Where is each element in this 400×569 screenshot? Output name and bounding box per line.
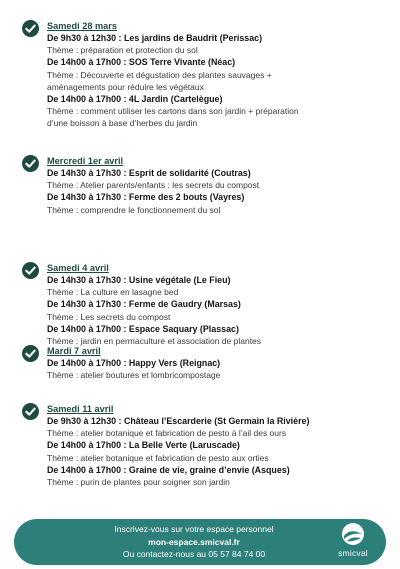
day-section bbox=[22, 155, 382, 216]
day-title: Samedi 4 avril bbox=[47, 263, 109, 273]
registration-link[interactable]: mon-espace.smicval.fr bbox=[148, 536, 240, 547]
smicval-logo-icon bbox=[342, 523, 364, 545]
event-title: De 14h00 à 17h00 : Espace Saquary (Plassac) bbox=[47, 323, 239, 334]
event-theme: Thème : comprendre le fonctionnement du sol bbox=[47, 204, 221, 215]
smicval-logo bbox=[330, 523, 376, 563]
event-theme: Thème : La culture en lasagne bed bbox=[47, 287, 179, 298]
day-section bbox=[22, 262, 382, 347]
check-circle-icon bbox=[22, 403, 39, 420]
event-title: De 9h30 à 12h30 : Château l’Escarderie (St Germain la Rivière) bbox=[47, 416, 310, 426]
day-title: Mardi 7 avril bbox=[47, 346, 101, 356]
registration-line: Inscrivez-vous sur votre espace personnel bbox=[114, 524, 274, 534]
event-theme: Thème : comment utiliser les cartons dans son jardin + préparation bbox=[47, 106, 299, 117]
day-section bbox=[22, 345, 382, 381]
event-theme: aménagements pour réduire les végétaux bbox=[47, 81, 204, 92]
check-circle-icon bbox=[22, 262, 39, 279]
event-title: De 14h30 à 17h30 : Usine végétale (Le Fieu) bbox=[47, 275, 231, 285]
event-theme: Thème : jardin en permaculture et association de plantes bbox=[47, 336, 262, 347]
event-title: De 14h00 à 17h00 : La Belle Verte (Laruscade) bbox=[47, 440, 240, 451]
day-title: Samedi 28 mars bbox=[47, 21, 117, 31]
event-theme: Thème : atelier boutures et lombricompostage bbox=[47, 370, 221, 381]
check-circle-icon bbox=[22, 345, 39, 362]
event-title: De 14h30 à 17h30 : Ferme des 2 bouts (Vayres) bbox=[47, 192, 245, 203]
event-title: De 14h30 à 17h30 : Ferme de Gaudry (Marsas) bbox=[47, 299, 241, 310]
event-title: De 9h30 à 12h30 : Les jardins de Baudrit (Perissac) bbox=[47, 33, 263, 43]
event-title: De 14h00 à 17h00 : Happy Vers (Reignac) bbox=[47, 358, 221, 368]
day-section bbox=[22, 20, 382, 129]
event-title: De 14h00 à 17h00 : Graine de vie, graine d’envie (Asques) bbox=[47, 464, 290, 475]
event-title: De 14h00 à 17h00 : 4L Jardin (Cartelègue) bbox=[47, 93, 223, 104]
check-circle-icon bbox=[22, 20, 39, 37]
event-theme: Thème : Atelier parents/enfants : les secrets du compost bbox=[47, 180, 260, 191]
event-theme: Thème : atelier botanique et fabrication de pesto à l’ail des ours bbox=[47, 428, 287, 439]
event-theme: Thème : préparation et protection du sol bbox=[47, 45, 198, 56]
day-title: Samedi 11 avril bbox=[47, 404, 114, 414]
event-title: De 14h00 à 17h00 : SOS Terre Vivante (Néac) bbox=[47, 57, 236, 68]
day-title: Mercredi 1er avril bbox=[47, 156, 124, 166]
event-theme: Thème : Découverte et dégustation des plantes sauvages + bbox=[47, 69, 272, 80]
event-theme: d’une boisson à base d’herbes du jardin bbox=[47, 118, 198, 129]
registration-banner bbox=[14, 519, 386, 565]
contact-phone: Ou contactez-nous au 05 57 84 74 00 bbox=[122, 549, 266, 559]
event-theme: Thème : Les secrets du compost bbox=[47, 311, 171, 322]
event-title: De 14h30 à 17h30 : Esprit de solidarité (Coutras) bbox=[47, 168, 251, 178]
event-theme: Thème : purin de plantes pour soigner son jardin bbox=[47, 477, 230, 488]
event-theme: Thème : atelier botanique et fabrication de pesto aux orties bbox=[47, 452, 269, 463]
logo-text: smicval bbox=[338, 548, 368, 558]
day-section bbox=[22, 403, 382, 488]
check-circle-icon bbox=[22, 155, 39, 172]
registration-text bbox=[69, 523, 319, 561]
